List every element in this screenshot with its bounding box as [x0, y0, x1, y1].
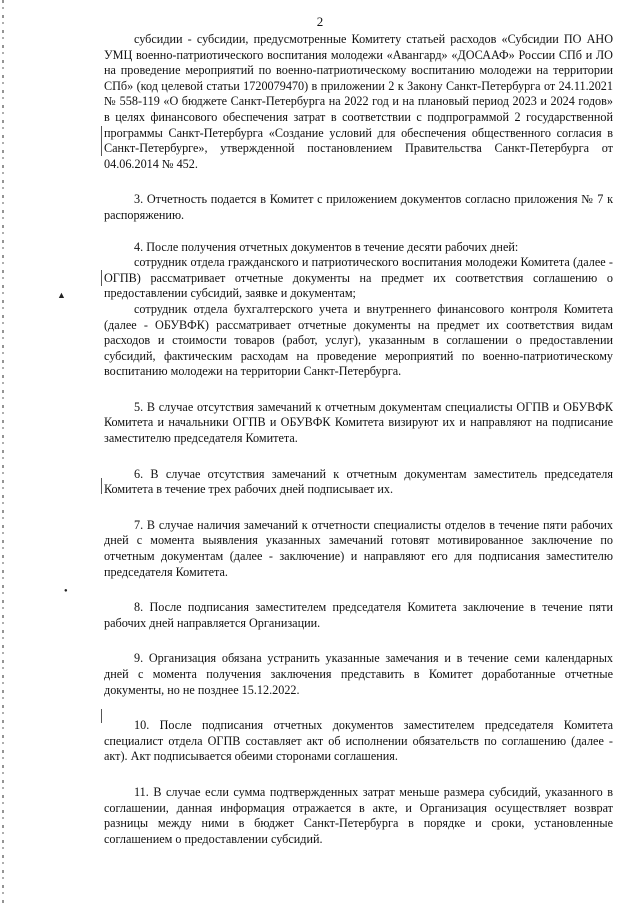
- scan-margin-tick: [101, 478, 102, 494]
- paragraph-8: 8. После подписания заместителем председателя Комитета заключение в течение пяти рабочих дней направляется Организации.: [104, 600, 613, 630]
- paragraph-9: 9. Организация обязана устранить указанные замечания и в течение семи календарных дней с момента получения заключения представить в Комитет доработанные отчетные документы, но не позднее 15.12.2022.: [104, 651, 613, 697]
- paragraph-6: 6. В случае отсутствия замечаний к отчетным документам заместитель председателя Комитета в течение трех рабочих дней подписывает их.: [104, 466, 613, 497]
- scan-margin-tick: [101, 709, 102, 723]
- scan-margin-tick: [101, 270, 102, 286]
- scan-dot-mark: ▲: [57, 290, 66, 300]
- paragraph-4: 4. После получения отчетных документов в течение десяти рабочих дней:: [134, 239, 519, 254]
- paragraph-11: 11. В случае если сумма подтвержденных затрат меньше размера субсидий, указанного в соглашении, данная информация отражается в акте, и Организация осуществляет возврат разницы между ними в бюджет Санкт-Петербурга в порядке и сроки, установленные соглашением о предоставлении субсидий.: [104, 784, 613, 846]
- paragraph-definition: субсидии - субсидии, предусмотренные Комитету статьей расходов «Субсидии ПО АНО УМЦ военно-патриотического воспитания молодежи «Авангард» «ДОСААФ» России СПб и ЛО на проведение мероприятий по военно-патриотическому воспитанию молодежи на территории СПб» (код целевой статьи 1720079470) в приложении 2 к Закону Санкт-Петербурга от 24.11.2021 № 558-119 «О бюджете Санкт-Петербурга на 2022 год и на плановый период 2023 и 2024 годов» в целях финансового обеспечения затрат в соответствии с подпрограммой 2 государственной программы Санкт-Петербурга «Создание условий для обеспечения общественного согласия в Санкт-Петербурге», утвержденной постановлением Правительства Санкт-Петербурга от 04.06.2014 № 452.: [104, 32, 613, 171]
- paragraph-3: 3. Отчетность подается в Комитет с приложением документов согласно приложения № 7 к распоряжению.: [104, 192, 613, 222]
- scan-margin-tick: [101, 126, 102, 156]
- paragraph-4-ogpv: сотрудник отдела гражданского и патриотического воспитания молодежи Комитета (далее - ОГПВ) рассматривает отчетные документы на предмет их соответствия соглашению о предоставлении субсидий, заявке и документам;: [104, 255, 613, 301]
- scan-edge-artifact: [2, 0, 4, 905]
- scan-dot-mark: ●: [64, 588, 68, 594]
- document-body: [104, 32, 613, 847]
- page-number: 2: [316, 14, 324, 29]
- paragraph-7: 7. В случае наличия замечаний к отчетности специалисты отделов в течение пяти рабочих дней с момента выявления указанных замечаний готовят мотивированное заключение по отчетным документам (далее - заключение) и направляют его для подписания заместителю председателя Комитета.: [104, 517, 613, 579]
- paragraph-5: 5. В случае отсутствия замечаний к отчетным документам специалисты ОГПВ и ОБУВФК Комитета и начальники ОГПВ и ОБУВФК Комитета визируют их и направляют на подписание заместителю председателя Комитета.: [104, 399, 613, 446]
- paragraph-4-obuvfk: сотрудник отдела бухгалтерского учета и внутреннего финансового контроля Комитета (далее - ОБУВФК) рассматривает отчетные документы на предмет их соответствия видам расходов и стоимости товаров (работ, услуг), указанным в соглашении о предоставлении субсидий, фактическим расходам на проведение мероприятий по военно-патриотическому воспитанию молодежи на территории Санкт-Петербурга.: [104, 301, 613, 379]
- paragraph-10: 10. После подписания отчетных документов заместителем председателя Комитета специалист отдела ОГПВ составляет акт об исполнении обязательств по соглашению (далее - акт). Акт подписывается обеими сторонами соглашения.: [104, 718, 613, 764]
